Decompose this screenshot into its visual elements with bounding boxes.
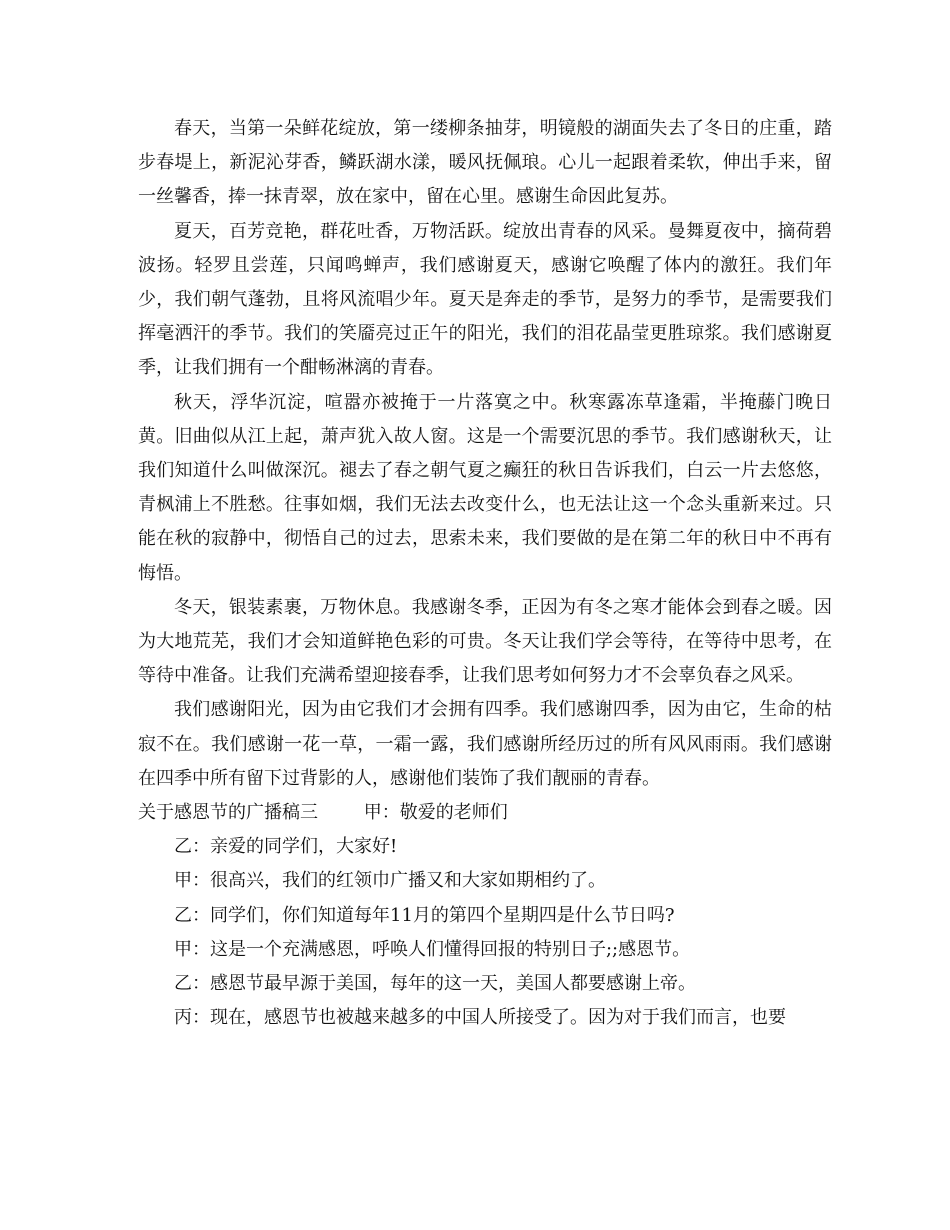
dialogue-line: 乙：亲爱的同学们，大家好! — [174, 836, 398, 858]
paragraph-gratitude: 我们感谢阳光，因为由它我们才会拥有四季。我们感谢四季，因为由它，生命的枯寂不在。我们感谢一花一草，一霜一露，我们感谢所经历过的所有风风雨雨。我们感谢在四季中所有留下过背影的人，感谢他们装饰了我们靓丽的青春。 — [138, 699, 832, 789]
dialogue-line: 乙：同学们，你们知道每年11月的第四个星期四是什么节日吗? — [174, 904, 675, 926]
paragraph-autumn: 秋天，浮华沉淀，喧嚣亦被掩于一片落寞之中。秋寒露冻草逢霜，半掩藤门晚日黄。旧曲似从江上起，萧声犹入故人窗。这是一个需要沉思的季节。我们感谢秋天，让我们知道什么叫做深沉。褪去了春之朝气夏之癫狂的秋日告诉我们，白云一片去悠悠，青枫浦上不胜愁。往事如烟，我们无法去改变什么，也无法让这一个念头重新来过。只能在秋的寂静中，彻悟自己的过去，思索未来，我们要做的是在第二年的秋日中不再有悔悟。 — [138, 391, 832, 584]
paragraph-spring: 春天，当第一朵鲜花绽放，第一缕柳条抽芽，明镜般的湖面失去了冬日的庄重，踏步春堤上，新泥沁芽香，鳞跃湖水漾，暖风抚佩琅。心儿一起跟着柔软，伸出手来，留一丝馨香，捧一抹青翠，放在家中，留在心里。感谢生命因此复苏。 — [138, 118, 832, 208]
paragraph-summer: 夏天，百芳竞艳，群花吐香，万物活跃。绽放出青春的风采。曼舞夏夜中，摘荷碧波扬。轻罗且尝莲，只闻鸣蝉声，我们感谢夏天，感谢它唤醒了体内的激狂。我们年少，我们朝气蓬勃，且将风流唱少年。夏天是奔走的季节，是努力的季节，是需要我们挥毫洒汗的季节。我们的笑靥亮过正午的阳光，我们的泪花晶莹更胜琼浆。我们感谢夏季，让我们拥有一个酣畅淋漓的青春。 — [138, 220, 832, 379]
paragraph-winter: 冬天，银装素裹，万物休息。我感谢冬季，正因为有冬之寒才能体会到春之暖。因为大地荒芜，我们才会知道鲜艳色彩的可贵。冬天让我们学会等待，在等待中思考，在等待中准备。让我们充满希望迎接春季，让我们思考如何努力才不会辜负春之风采。 — [138, 596, 832, 687]
dialogue-line: 甲：这是一个充满感恩，呼唤人们懂得回报的特别日子;;感恩节。 — [174, 938, 691, 960]
dialogue-line: 丙：现在，感恩节也被越来越多的中国人所接受了。因为对于我们而言，也要 — [174, 1007, 786, 1029]
dialogue-line: 乙：感恩节最早源于美国，每年的这一天，美国人都要感谢上帝。 — [174, 973, 696, 995]
dialogue-line: 甲：很高兴，我们的红领巾广播又和大家如期相约了。 — [174, 870, 606, 892]
section-title-line: 关于感恩节的广播稿三 甲：敬爱的老师们 — [138, 802, 508, 824]
document-body — [138, 112, 832, 1035]
